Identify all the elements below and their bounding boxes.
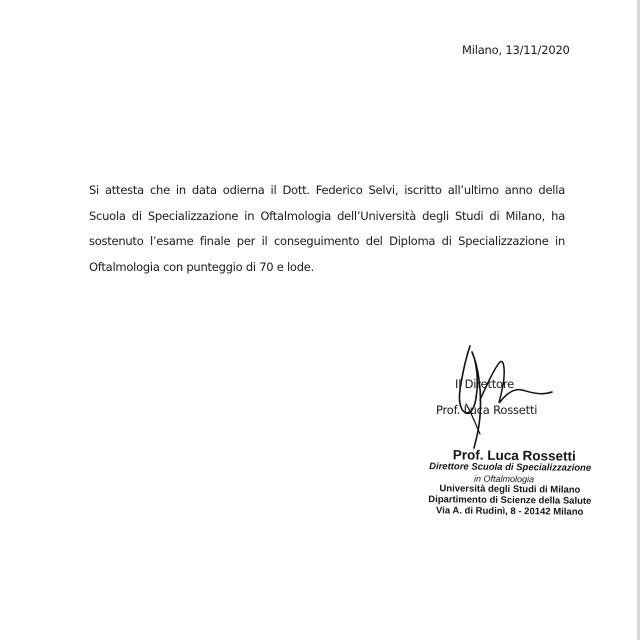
stamp-role-sub: in Oftalmologia — [473, 473, 535, 484]
director-title: Il Direttore — [455, 377, 515, 391]
stamp-address: Via A. di Rudinì, 8 - 20142 Milano — [435, 504, 584, 518]
document-date: Milano, 13/11/2020 — [462, 43, 570, 57]
handwritten-signature — [440, 338, 590, 458]
stamp-department: Dipartimento di Scienze della Salute — [428, 493, 592, 507]
stamp-role: Direttore Scuola di Specializzazione — [429, 461, 592, 474]
stamp-name: Prof. Luca Rossetti — [452, 447, 576, 464]
director-name: Prof. Luca Rossetti — [436, 403, 538, 417]
official-stamp — [424, 447, 597, 517]
certificate-body-text: Si attesta che in data odierna il Dott. Federico Selvi, iscritto all’ultimo anno della Scuola di Specializzazione in Oftalmologia dell’Università degli Studi di Milano, ha sostenuto l’esame finale per il conseguimento del Diploma di Specializzazione in Oftalmologia con punteggio di 70 e lode. — [89, 183, 565, 274]
stamp-university: Università degli Studi di Milano — [439, 482, 581, 496]
